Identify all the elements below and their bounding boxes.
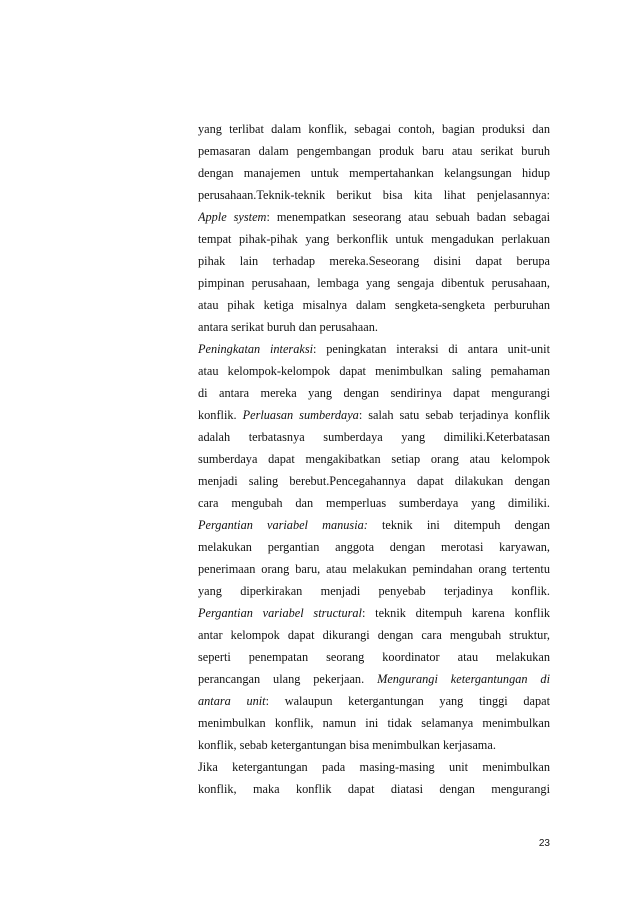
text-line <box>198 404 550 426</box>
text-line <box>198 756 550 778</box>
text-run: di antara mereka yang dengan sendirinya dapat mengurangi <box>198 386 550 400</box>
text-run: seperti penempatan seorang koordinator atau melakukan <box>198 650 550 664</box>
text-line <box>198 602 550 624</box>
text-run: yang diperkirakan menjadi penyebab terjadinya konflik. <box>198 584 550 598</box>
italic-term: Pergantian variabel manusia: <box>198 518 368 532</box>
text-line <box>198 470 550 492</box>
text-line <box>198 250 550 272</box>
text-run: perancangan ulang pekerjaan. <box>198 672 378 686</box>
text-line <box>198 580 550 602</box>
text-line <box>198 228 550 250</box>
text-run: konflik, maka konflik dapat diatasi dengan mengurangi <box>198 782 550 796</box>
text-run: teknik ini ditempuh dengan <box>367 518 550 532</box>
text-run: pemasaran dalam pengembangan produk baru atau serikat buruh <box>198 144 550 158</box>
text-run: konflik, sebab ketergantungan bisa menimbulkan kerjasama. <box>198 738 496 752</box>
text-run: menimbulkan konflik, namun ini tidak selamanya menimbulkan <box>198 716 550 730</box>
text-run: penerimaan orang baru, atau melakukan pemindahan orang tertentu <box>198 562 550 576</box>
text-run: pimpinan perusahaan, lembaga yang sengaja dibentuk perusahaan, <box>198 276 550 290</box>
text-line <box>198 514 550 536</box>
text-line <box>198 316 550 338</box>
page-number: 23 <box>538 838 550 849</box>
text-line <box>198 668 550 690</box>
text-line <box>198 272 550 294</box>
italic-term: Mengurangi ketergantungan di <box>377 672 550 686</box>
text-run: atau pihak ketiga misalnya dalam sengketa-sengketa perburuhan <box>198 298 550 312</box>
text-run: tempat pihak-pihak yang berkonflik untuk mengadukan perlakuan <box>198 232 550 246</box>
text-run: cara mengubah dan memperluas sumberdaya yang dimiliki. <box>198 496 550 510</box>
text-run: antara serikat buruh dan perusahaan. <box>198 320 378 334</box>
text-run: menjadi saling berebut.Pencegahannya dapat dilakukan dengan <box>198 474 550 488</box>
text-line <box>198 162 550 184</box>
text-run: : teknik ditempuh karena konflik <box>361 606 550 620</box>
text-line <box>198 448 550 470</box>
text-run: : salah satu sebab terjadinya konflik <box>358 408 550 422</box>
text-line <box>198 338 550 360</box>
text-run: adalah terbatasnya sumberdaya yang dimiliki.Keterbatasan <box>198 430 550 444</box>
italic-term: Peningkatan interaksi <box>198 342 314 356</box>
text-line <box>198 206 550 228</box>
text-line <box>198 712 550 734</box>
text-line <box>198 734 550 756</box>
text-line <box>198 778 550 800</box>
text-line <box>198 624 550 646</box>
text-run: atau kelompok-kelompok dapat menimbulkan saling pemahaman <box>198 364 550 378</box>
body-text <box>198 118 550 800</box>
italic-term: Apple system <box>198 210 267 224</box>
text-run: melakukan pergantian anggota dengan merotasi karyawan, <box>198 540 550 554</box>
italic-term: Pergantian variabel structural <box>198 606 362 620</box>
text-line <box>198 360 550 382</box>
text-line <box>198 426 550 448</box>
text-run: perusahaan.Teknik-teknik berikut bisa kita lihat penjelasannya: <box>198 188 550 202</box>
italic-term: Perluasan sumberdaya <box>242 408 359 422</box>
text-line <box>198 118 550 140</box>
italic-term: antara unit <box>198 694 266 708</box>
text-line <box>198 294 550 316</box>
text-run: antar kelompok dapat dikurangi dengan cara mengubah struktur, <box>198 628 550 642</box>
text-line <box>198 492 550 514</box>
text-run: sumberdaya dapat mengakibatkan setiap orang atau kelompok <box>198 452 550 466</box>
text-line <box>198 140 550 162</box>
text-line <box>198 646 550 668</box>
text-run: : menempatkan seseorang atau sebuah badan sebagai <box>266 210 550 224</box>
text-line <box>198 184 550 206</box>
text-run: dengan manajemen untuk mempertahankan kelangsungan hidup <box>198 166 550 180</box>
text-line <box>198 536 550 558</box>
text-run: : peningkatan interaksi di antara unit-unit <box>313 342 550 356</box>
text-run: konflik. <box>198 408 243 422</box>
text-run: Jika ketergantungan pada masing-masing unit menimbulkan <box>198 760 550 774</box>
text-run: pihak lain terhadap mereka.Seseorang disini dapat berupa <box>198 254 550 268</box>
text-line <box>198 382 550 404</box>
text-run: yang terlibat dalam konflik, sebagai contoh, bagian produksi dan <box>198 122 550 136</box>
text-run: : walaupun ketergantungan yang tinggi dapat <box>265 694 550 708</box>
text-line <box>198 558 550 580</box>
text-line <box>198 690 550 712</box>
